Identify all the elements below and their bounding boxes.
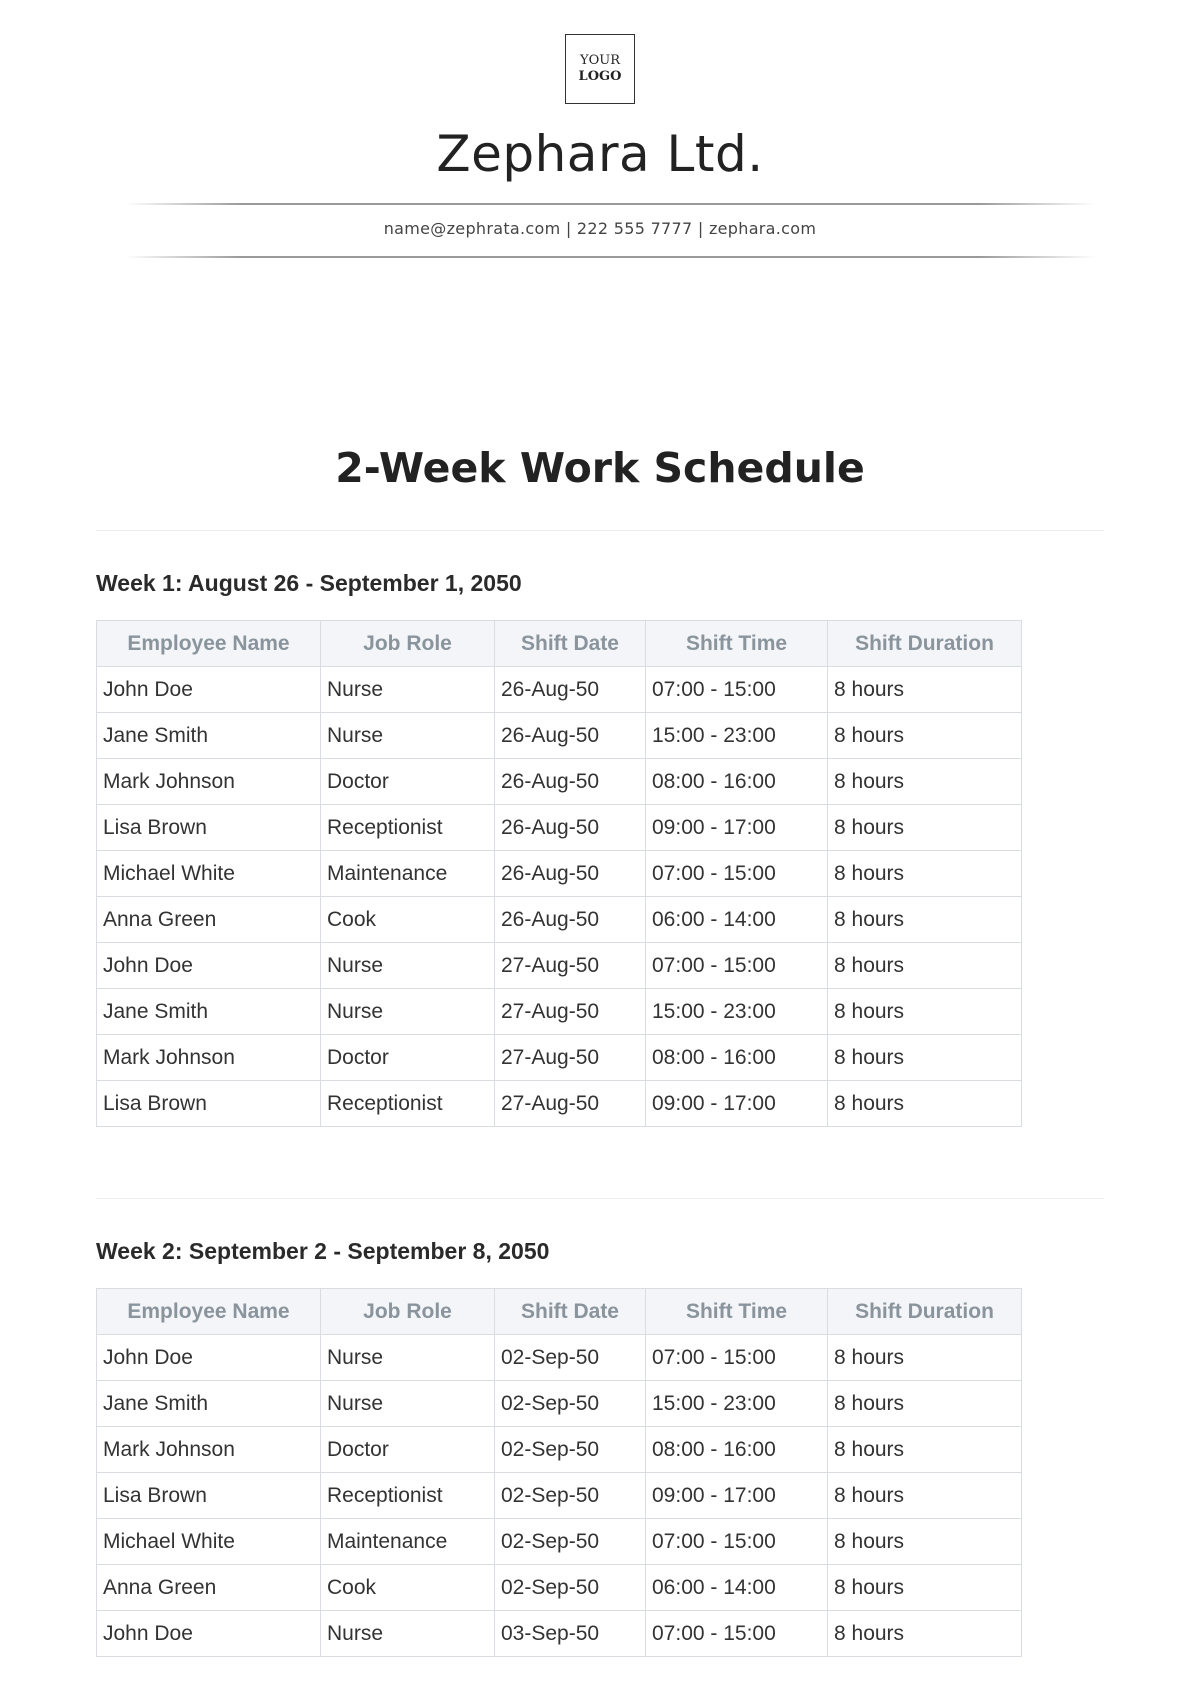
shift-time-cell: 07:00 - 15:00 — [646, 1611, 828, 1657]
shift-duration-cell: 8 hours — [828, 667, 1022, 713]
shift-duration-cell: 8 hours — [828, 759, 1022, 805]
table-row — [97, 989, 1022, 1035]
shift-date-cell: 02-Sep-50 — [495, 1473, 646, 1519]
job-role-cell: Nurse — [321, 1335, 495, 1381]
shift-duration-cell: 8 hours — [828, 897, 1022, 943]
shift-date-cell: 26-Aug-50 — [495, 759, 646, 805]
table-row — [97, 759, 1022, 805]
employee-name-cell: Jane Smith — [97, 1381, 321, 1427]
job-role-cell: Receptionist — [321, 1473, 495, 1519]
job-role-cell: Nurse — [321, 989, 495, 1035]
shift-duration-cell: 8 hours — [828, 1035, 1022, 1081]
shift-duration-cell: 8 hours — [828, 1081, 1022, 1127]
shift-date-cell: 03-Sep-50 — [495, 1611, 646, 1657]
job-role-cell: Receptionist — [321, 805, 495, 851]
week-2-schedule-table — [96, 1288, 1022, 1657]
shift-time-cell: 08:00 - 16:00 — [646, 1427, 828, 1473]
job-role-cell: Nurse — [321, 1611, 495, 1657]
shift-date-cell: 02-Sep-50 — [495, 1381, 646, 1427]
week-1-schedule-table — [96, 620, 1022, 1127]
job-role-cell: Nurse — [321, 1381, 495, 1427]
job-role-cell: Doctor — [321, 759, 495, 805]
employee-name-cell: Anna Green — [97, 897, 321, 943]
shift-duration-cell: 8 hours — [828, 1565, 1022, 1611]
shift-time-cell: 07:00 - 15:00 — [646, 1335, 828, 1381]
shift-time-cell: 15:00 - 23:00 — [646, 1381, 828, 1427]
table-row — [97, 1565, 1022, 1611]
shift-duration-cell: 8 hours — [828, 805, 1022, 851]
column-header-shift-duration: Shift Duration — [828, 1289, 1022, 1335]
shift-date-cell: 27-Aug-50 — [495, 1035, 646, 1081]
document-title: 2-Week Work Schedule — [335, 444, 865, 492]
column-header-shift-time: Shift Time — [646, 1289, 828, 1335]
shift-duration-cell: 8 hours — [828, 713, 1022, 759]
table-row — [97, 1519, 1022, 1565]
logo-line-1: YOUR — [580, 53, 620, 68]
company-name: Zephara Ltd. — [436, 125, 764, 183]
column-header-shift-time: Shift Time — [646, 621, 828, 667]
shift-time-cell: 15:00 - 23:00 — [646, 713, 828, 759]
shift-date-cell: 02-Sep-50 — [495, 1427, 646, 1473]
header-divider-bottom — [125, 256, 1095, 258]
employee-name-cell: Michael White — [97, 851, 321, 897]
shift-duration-cell: 8 hours — [828, 851, 1022, 897]
shift-date-cell: 26-Aug-50 — [495, 851, 646, 897]
employee-name-cell: John Doe — [97, 1335, 321, 1381]
table-row — [97, 1381, 1022, 1427]
shift-date-cell: 26-Aug-50 — [495, 805, 646, 851]
job-role-cell: Nurse — [321, 713, 495, 759]
employee-name-cell: Mark Johnson — [97, 759, 321, 805]
employee-name-cell: Lisa Brown — [97, 1473, 321, 1519]
shift-time-cell: 07:00 - 15:00 — [646, 667, 828, 713]
shift-date-cell: 02-Sep-50 — [495, 1565, 646, 1611]
table-row — [97, 1427, 1022, 1473]
employee-name-cell: Anna Green — [97, 1565, 321, 1611]
column-header-shift-date: Shift Date — [495, 1289, 646, 1335]
contact-info: name@zephrata.com | 222 555 7777 | zephara.com — [383, 219, 817, 238]
shift-date-cell: 27-Aug-50 — [495, 943, 646, 989]
shift-duration-cell: 8 hours — [828, 1427, 1022, 1473]
column-header-employee-name: Employee Name — [97, 621, 321, 667]
company-logo — [565, 34, 635, 104]
table-row — [97, 897, 1022, 943]
shift-date-cell: 26-Aug-50 — [495, 713, 646, 759]
shift-duration-cell: 8 hours — [828, 1611, 1022, 1657]
employee-name-cell: Jane Smith — [97, 989, 321, 1035]
shift-time-cell: 07:00 - 15:00 — [646, 1519, 828, 1565]
employee-name-cell: Mark Johnson — [97, 1427, 321, 1473]
shift-date-cell: 26-Aug-50 — [495, 897, 646, 943]
column-header-employee-name: Employee Name — [97, 1289, 321, 1335]
section-divider — [96, 530, 1104, 531]
shift-duration-cell: 8 hours — [828, 1335, 1022, 1381]
shift-duration-cell: 8 hours — [828, 943, 1022, 989]
table-row — [97, 851, 1022, 897]
employee-name-cell: John Doe — [97, 1611, 321, 1657]
shift-duration-cell: 8 hours — [828, 1519, 1022, 1565]
shift-time-cell: 09:00 - 17:00 — [646, 1473, 828, 1519]
job-role-cell: Cook — [321, 1565, 495, 1611]
employee-name-cell: Michael White — [97, 1519, 321, 1565]
table-row — [97, 1611, 1022, 1657]
employee-name-cell: Lisa Brown — [97, 1081, 321, 1127]
job-role-cell: Cook — [321, 897, 495, 943]
shift-time-cell: 09:00 - 17:00 — [646, 1081, 828, 1127]
shift-time-cell: 07:00 - 15:00 — [646, 851, 828, 897]
column-header-job-role: Job Role — [321, 621, 495, 667]
shift-time-cell: 15:00 - 23:00 — [646, 989, 828, 1035]
job-role-cell: Doctor — [321, 1035, 495, 1081]
shift-duration-cell: 8 hours — [828, 989, 1022, 1035]
week-2-heading: Week 2: September 2 - September 8, 2050 — [96, 1238, 550, 1264]
shift-date-cell: 02-Sep-50 — [495, 1519, 646, 1565]
column-header-job-role: Job Role — [321, 1289, 495, 1335]
shift-time-cell: 06:00 - 14:00 — [646, 897, 828, 943]
shift-date-cell: 27-Aug-50 — [495, 989, 646, 1035]
shift-duration-cell: 8 hours — [828, 1473, 1022, 1519]
job-role-cell: Maintenance — [321, 1519, 495, 1565]
column-header-shift-duration: Shift Duration — [828, 621, 1022, 667]
job-role-cell: Doctor — [321, 1427, 495, 1473]
shift-date-cell: 26-Aug-50 — [495, 667, 646, 713]
employee-name-cell: Lisa Brown — [97, 805, 321, 851]
table-row — [97, 1035, 1022, 1081]
job-role-cell: Nurse — [321, 667, 495, 713]
shift-duration-cell: 8 hours — [828, 1381, 1022, 1427]
shift-date-cell: 02-Sep-50 — [495, 1335, 646, 1381]
shift-time-cell: 08:00 - 16:00 — [646, 759, 828, 805]
employee-name-cell: John Doe — [97, 667, 321, 713]
table-row — [97, 1473, 1022, 1519]
table-row — [97, 943, 1022, 989]
shift-time-cell: 07:00 - 15:00 — [646, 943, 828, 989]
shift-time-cell: 06:00 - 14:00 — [646, 1565, 828, 1611]
shift-time-cell: 08:00 - 16:00 — [646, 1035, 828, 1081]
shift-date-cell: 27-Aug-50 — [495, 1081, 646, 1127]
table-header-row — [97, 1289, 1022, 1335]
job-role-cell: Maintenance — [321, 851, 495, 897]
logo-line-2: LOGO — [578, 69, 622, 84]
shift-time-cell: 09:00 - 17:00 — [646, 805, 828, 851]
employee-name-cell: Mark Johnson — [97, 1035, 321, 1081]
table-row — [97, 667, 1022, 713]
table-row — [97, 805, 1022, 851]
column-header-shift-date: Shift Date — [495, 621, 646, 667]
job-role-cell: Receptionist — [321, 1081, 495, 1127]
employee-name-cell: John Doe — [97, 943, 321, 989]
section-divider — [96, 1198, 1104, 1199]
employee-name-cell: Jane Smith — [97, 713, 321, 759]
job-role-cell: Nurse — [321, 943, 495, 989]
table-header-row — [97, 621, 1022, 667]
week-1-heading: Week 1: August 26 - September 1, 2050 — [96, 570, 522, 596]
table-row — [97, 1081, 1022, 1127]
table-row — [97, 1335, 1022, 1381]
header-divider-top — [125, 203, 1095, 205]
table-row — [97, 713, 1022, 759]
